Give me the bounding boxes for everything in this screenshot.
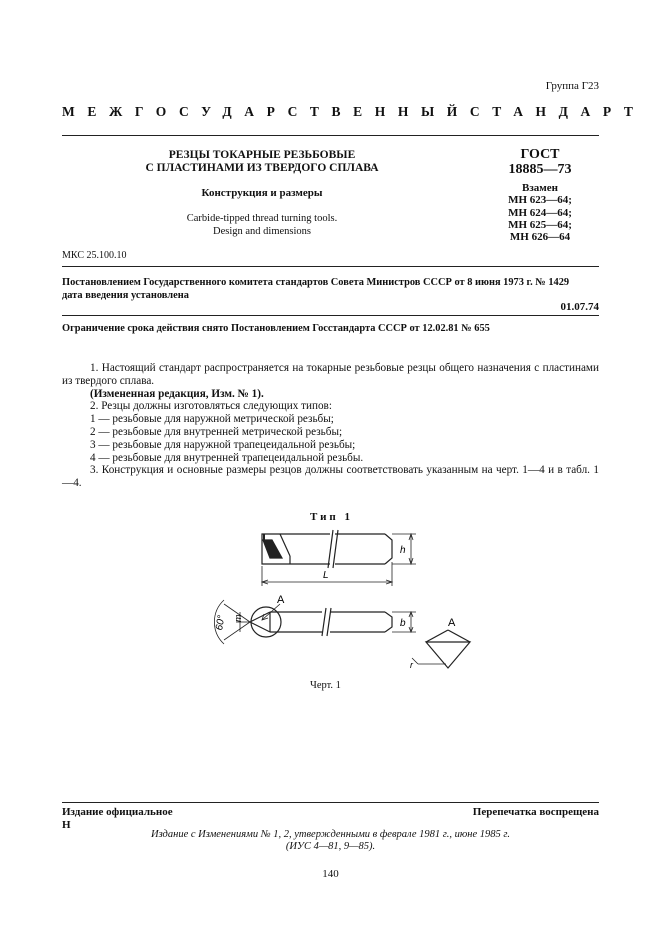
- official-edition-label: Издание официальное: [62, 806, 173, 818]
- label-A-view: A: [448, 617, 456, 629]
- decree-line-2: дата введения установлена: [62, 290, 189, 301]
- english-title-line-2: Design and dimensions: [213, 226, 311, 237]
- page-number: 140: [322, 868, 339, 880]
- label-r: r: [410, 660, 413, 670]
- type-item: 2 — резьбовые для внутренней метрической резьбы;: [90, 425, 343, 438]
- standard-word-interstate: МЕЖГОСУДАРСТВЕННЫЙ: [62, 104, 470, 119]
- label-b: b: [400, 618, 406, 629]
- replaced-item: МН 624—64;: [508, 206, 572, 219]
- replaced-item: МН 625—64;: [508, 218, 572, 231]
- footer-divider: [62, 802, 599, 803]
- paragraph-1: 1. Настоящий стандарт распространяется на токарные резьбовые резцы общего назначения с пластинами из твердого сплава.: [62, 362, 599, 387]
- label-A-top: A: [277, 594, 285, 606]
- drawing-type-caption: Тип 1: [310, 511, 353, 523]
- english-title-line-1: Carbide-tipped thread turning tools.: [186, 213, 338, 224]
- label-h: h: [400, 545, 406, 556]
- replaced-item: МН 623—64;: [508, 194, 572, 207]
- limitation-note: Ограничение срока действия снято Постановлением Госстандарта СССР от 12.02.81 № 655: [62, 323, 490, 334]
- footer-reprint: Перепечатка воспрещена: [472, 806, 599, 818]
- mks-code: МКС 25.100.10: [62, 250, 127, 261]
- tool-side-view: [262, 530, 392, 568]
- paragraph-1-edit: (Измененная редакция, Изм. № 1).: [90, 387, 264, 400]
- standard-word-standard: СТАНДАРТ: [469, 104, 646, 119]
- view-a-detail: [426, 630, 470, 668]
- document-subtitle: Конструкция и размеры: [201, 187, 323, 199]
- replaced-item: МН 626—64: [509, 231, 571, 244]
- label-m: m: [233, 614, 243, 622]
- paragraph-2: 2. Резцы должны изготовляться следующих типов:: [90, 400, 332, 413]
- type-item: 1 — резьбовые для наружной метрической резьбы;: [90, 413, 334, 426]
- paragraph-3: 3. Конструкция и основные размеры резцов должны соответствовать указанным на черт. 1—4 и в табл. 1—4.: [62, 464, 599, 490]
- edition-note: [62, 829, 599, 853]
- type-item: 3 — резьбовые для наружной трапецеидальной резьбы;: [90, 438, 356, 451]
- edition-line-1: Издание с Изменениями № 1, 2, утвержденными в феврале 1981 г., июне 1985 г.: [151, 829, 510, 840]
- edition-line-2: (ИУС 4—81, 9—85).: [285, 841, 376, 852]
- title-line-2: С ПЛАСТИНАМИ ИЗ ТВЕРДОГО СПЛАВА: [145, 162, 379, 174]
- replaced-label: Взамен: [522, 182, 558, 194]
- effective-date: 01.07.74: [560, 301, 599, 313]
- official-edition-mark: Н: [62, 819, 71, 831]
- gost-label: ГОСТ: [520, 147, 560, 162]
- label-60: 60°: [214, 614, 228, 632]
- drawing-caption: Черт. 1: [310, 680, 341, 691]
- title-line-1: РЕЗЦЫ ТОКАРНЫЕ РЕЗЬБОВЫЕ: [168, 149, 356, 161]
- label-L: L: [323, 570, 329, 581]
- type-item: 4 — резьбовые для внутренней трапецеидальной резьбы.: [90, 451, 364, 464]
- decree-line-1: Постановлением Государственного комитета стандартов Совета Министров СССР от 8 июня 1973 г. № 1429: [62, 277, 570, 288]
- gost-number: 18885—73: [508, 162, 572, 177]
- group-code: Группа Г23: [545, 80, 599, 92]
